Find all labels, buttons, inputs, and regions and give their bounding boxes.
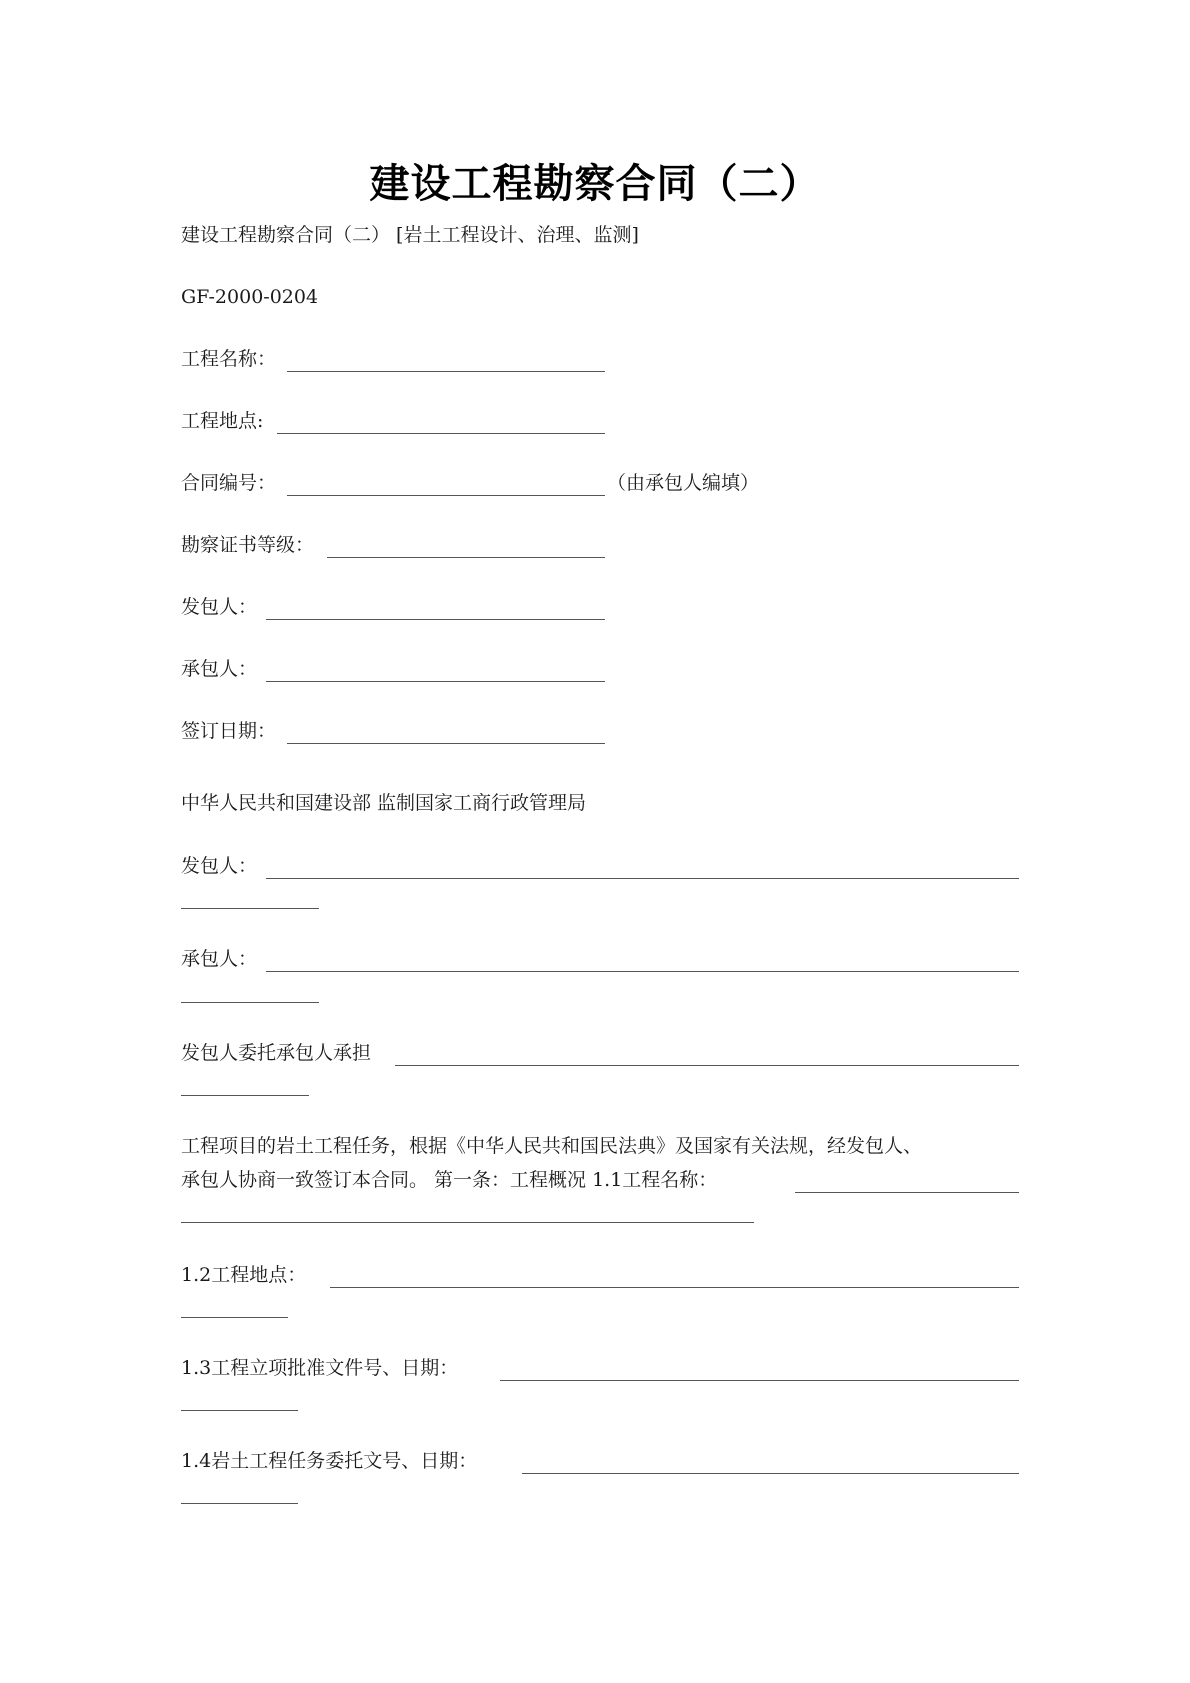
entrust-scope-input-cont[interactable] [181, 1095, 309, 1096]
section-field-1-2 [181, 1262, 306, 1288]
field-label: 勘察证书等级： [181, 534, 315, 556]
section-field-1-4 [181, 1448, 477, 1474]
body-contractor-input-cont[interactable] [181, 1002, 319, 1003]
field-label: 工程名称： [181, 348, 277, 370]
field-project-location [181, 408, 263, 434]
contract-number-note: （由承包人编填） [607, 472, 760, 494]
field-label: 合同编号： [181, 472, 277, 494]
contract-paragraph-line2: 承包人协商一致签订本合同。 第一条：工程概况 1.1工程名称： [181, 1169, 718, 1191]
entrust-doc-1-4-input-cont[interactable] [181, 1503, 298, 1504]
field-certificate-level [181, 532, 314, 558]
field-project-name [181, 346, 276, 372]
field-label: 1.3工程立项批准文件号、日期： [181, 1357, 459, 1379]
approval-doc-1-3-input-cont[interactable] [181, 1410, 298, 1411]
document-code: GF-2000-0204 [181, 286, 319, 308]
body-field-entrust [181, 1040, 371, 1066]
contract-paragraph-line1: 工程项目的岩土工程任务，根据《中华人民共和国民法典》及国家有关法规，经发包人、 [181, 1135, 923, 1157]
field-label: 签订日期： [181, 720, 277, 742]
field-label: 1.2工程地点： [181, 1264, 307, 1286]
field-contract-number [181, 470, 276, 496]
field-label: 发包人： [181, 596, 258, 618]
project-location-input[interactable] [277, 433, 605, 434]
document-title: 建设工程勘察合同（二） [369, 160, 821, 207]
field-label: 发包人委托承包人承担 [181, 1042, 372, 1064]
field-signing-date [181, 718, 276, 744]
entrust-scope-input[interactable] [395, 1065, 1019, 1066]
project-name-1-1-input[interactable] [795, 1192, 1019, 1193]
field-contractor [181, 656, 257, 682]
document-subtitle: 建设工程勘察合同（二） [岩土工程设计、治理、监测] [181, 224, 639, 246]
contract-number-input[interactable] [287, 495, 605, 496]
employer-input[interactable] [266, 619, 605, 620]
issuer-line: 中华人民共和国建设部 监制国家工商行政管理局 [181, 792, 587, 814]
signing-date-input[interactable] [287, 743, 605, 744]
body-field-contractor [181, 946, 257, 972]
field-employer [181, 594, 257, 620]
body-employer-input[interactable] [266, 878, 1019, 879]
project-name-input[interactable] [287, 371, 605, 372]
project-name-1-1-input-cont[interactable] [181, 1222, 754, 1223]
field-label: 承包人： [181, 658, 258, 680]
location-1-2-input-cont[interactable] [181, 1317, 288, 1318]
body-contractor-input[interactable] [266, 971, 1019, 972]
certificate-level-input[interactable] [327, 557, 605, 558]
approval-doc-1-3-input[interactable] [500, 1380, 1019, 1381]
field-label: 承包人： [181, 948, 258, 970]
location-1-2-input[interactable] [330, 1287, 1019, 1288]
field-label: 1.4岩土工程任务委托文号、日期： [181, 1450, 478, 1472]
section-field-1-3 [181, 1355, 458, 1381]
body-field-employer [181, 853, 257, 879]
body-employer-input-cont[interactable] [181, 908, 319, 909]
contractor-input[interactable] [266, 681, 605, 682]
entrust-doc-1-4-input[interactable] [522, 1473, 1019, 1474]
field-label: 工程地点: [181, 410, 264, 432]
field-label: 发包人： [181, 855, 258, 877]
